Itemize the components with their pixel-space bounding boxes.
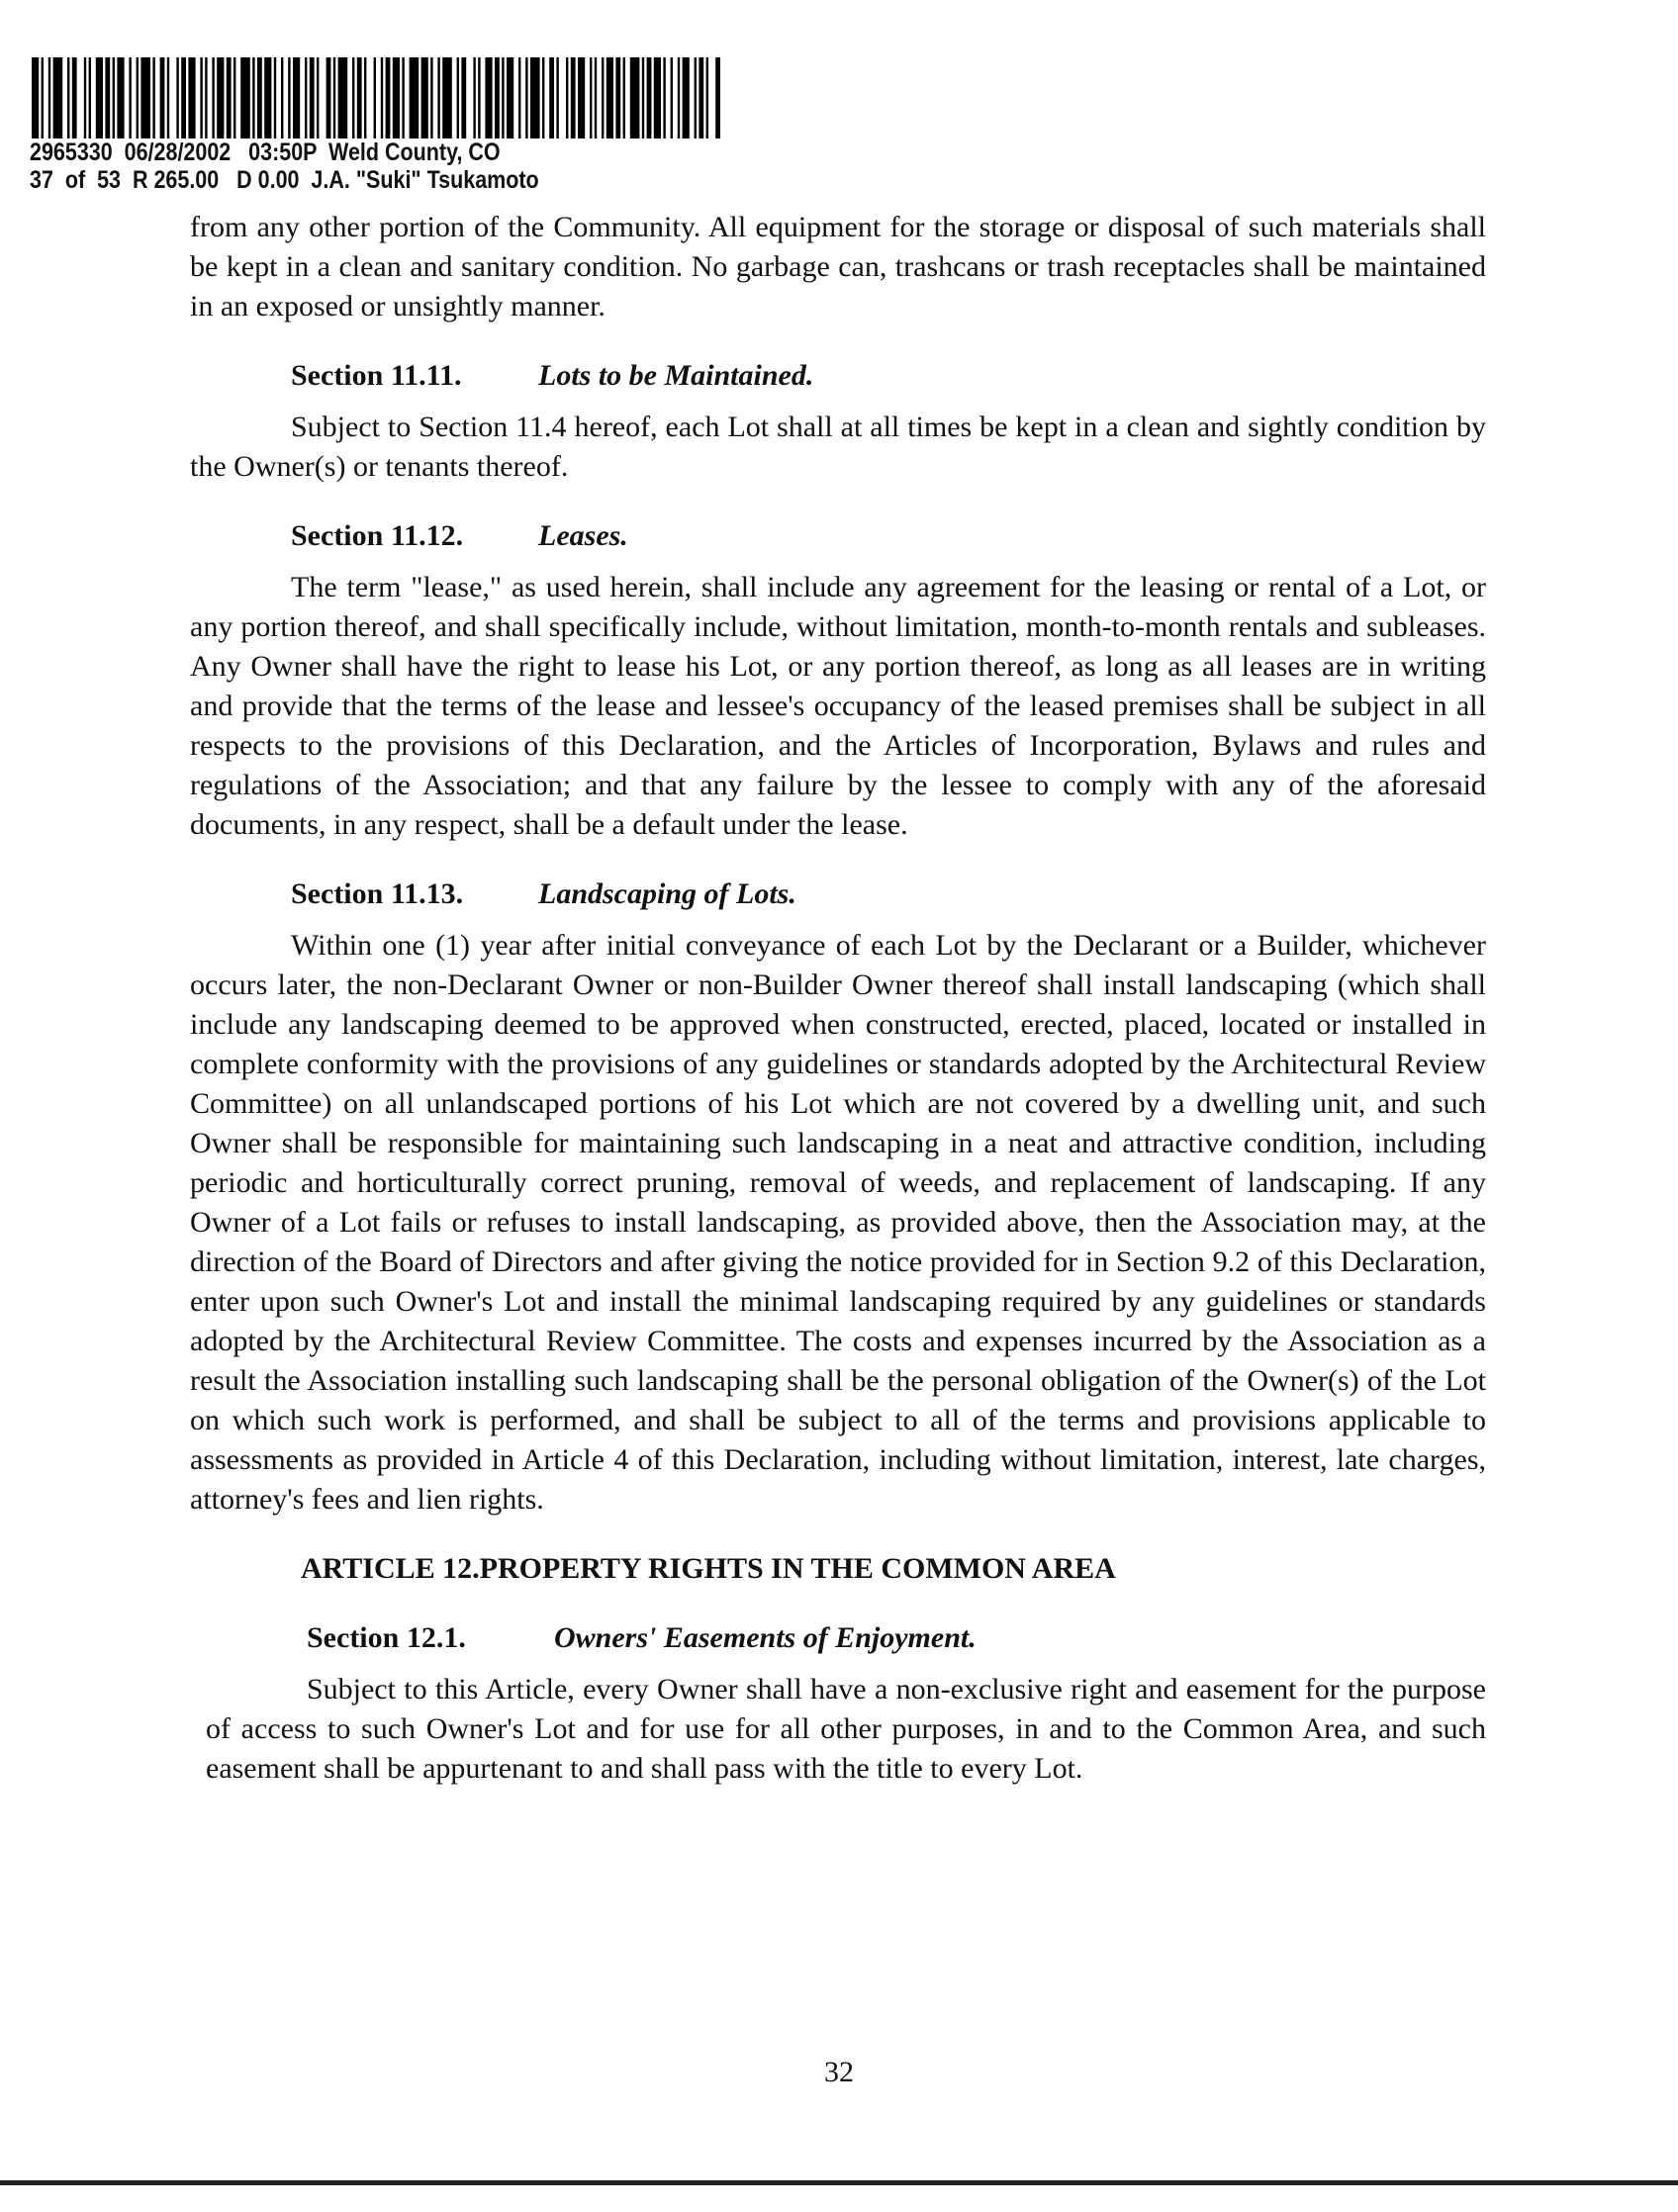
section-11-11-text: Subject to Section 11.4 hereof, each Lot shall at all times be kept in a clean and sightly condition by the Owner(s) or tenants thereof. [190,411,1486,483]
section-11-12-heading [291,516,1486,556]
barcode-bar [181,57,186,138]
barcode-bar [386,57,391,138]
section-title: Leases. [538,519,628,552]
barcode-bar [374,57,376,138]
barcode-bar [381,57,383,138]
barcode-bar [478,57,480,138]
barcode-bar [257,57,262,138]
barcode-bar [590,57,592,138]
barcode-bar [140,57,150,138]
section-title: Lots to be Maintained. [538,359,814,392]
barcode-bar [457,57,459,138]
barcode-bar [326,57,331,138]
barcode-bar [217,57,224,138]
barcode-bar [117,57,124,138]
barcode-bar [530,57,540,138]
barcode-bar [167,57,169,138]
barcode-bar [317,57,319,138]
barcode-bar [663,57,665,138]
barcode-bar [274,57,276,138]
barcode-bar [84,57,86,138]
barcode-bar [227,57,232,138]
barcode-bar [96,57,103,138]
barcode-bar [212,57,214,138]
barcode-bar [542,57,544,138]
barcode-bar [473,57,475,138]
barcode-bar [240,57,250,138]
article-12-heading: ARTICLE 12.PROPERTY RIGHTS IN THE COMMON AREA [301,1552,1116,1585]
document-body [190,208,1486,1789]
barcode-bar [233,57,235,138]
barcode-bar [160,57,165,138]
recording-line-1: 2965330 06/28/2002 03:50P Weld County, CO [30,138,501,166]
section-number: Section 12.1. [307,1621,466,1654]
section-11-11-heading [291,356,1486,396]
page-number: 32 [824,2056,854,2088]
barcode-bar [647,57,652,138]
barcode-bar [437,57,439,138]
recording-line-2: 37 of 53 R 265.00 D 0.00 J.A. "Suki" Tsukamoto [30,166,539,194]
barcode-bar [683,57,690,138]
barcode-bar [495,57,500,138]
section-number: Section 11.11. [291,359,462,392]
barcode-bar [364,57,366,138]
section-title: Landscaping of Lots. [538,877,796,910]
barcode-bar [176,57,178,138]
section-title: Owners' Easements of Enjoyment. [554,1621,977,1654]
barcode-bar [595,57,597,138]
barcode-bar [48,57,50,138]
bottom-rule [0,2180,1678,2185]
barcode-bar [393,57,400,138]
barcode-bar [706,57,708,138]
barcode-bar [357,57,362,138]
barcode-bar [310,57,315,138]
barcode-bar [578,57,585,138]
barcode-bar [281,57,283,138]
barcode-bar [518,57,520,138]
barcode-bar [678,57,680,138]
barcode-bar [129,57,131,138]
barcode-bar [430,57,432,138]
barcode-bar [623,57,625,138]
barcode-bar [566,57,568,138]
barcode-bar [671,57,673,138]
barcode-bar [606,57,613,138]
continuation-paragraph: from any other portion of the Community. All equipment for the storage or disposal of such materials shall be kept in a clean and sanitary condition. No garbage can, trashcans or trash receptacles shall be maintained in an exposed or unsightly manner. [190,211,1486,323]
barcode-bar [699,57,703,138]
barcode-bar [113,57,115,138]
barcode-bar [42,57,44,138]
section-11-13-heading [291,875,1486,914]
barcode-bar [421,57,428,138]
recording-stamp [30,138,539,194]
section-11-13-text: Within one (1) year after initial conveyance of each Lot by the Declarant or a Builder, whichever occurs later, the non-Declarant Owner or non-Builder Owner thereof shall install landscaping (which shall include any landscaping deemed to be approved when constructed, erected, placed, located or installed in complete conformity with the provisions of any guidelines or standards adopted by the Architectural Review Committee) on all unlandscaped portions of his Lot which are not covered by a dwelling unit, and such Owner shall be responsible for maintaining such landscaping in a neat and attractive condition, including periodic and horticulturally correct pruning, removal of weeds, and replacement of landscaping. If any Owner of a Lot fails or refuses to install landscaping, as provided above, then the Association may, at the direction of the Board of Directors and after giving the notice provided for in Section 9.2 of this Declaration, enter upon such Owner's Lot and install the minimal landscaping required by any guidelines or standards adopted by the Architectural Review Committee. The costs and expenses incurred by the Association as a result the Association installing such landscaping shall be the personal obligation of the Owner(s) of the Lot on which such work is performed, and shall be subject to all of the terms and provisions applicable to assessments as provided in Article 4 of this Declaration, including without limitation, interest, late charges, attorney's fees and lien rights. [190,929,1486,1516]
barcode-bar [338,57,348,138]
barcode-bar [630,57,640,138]
barcode-bar [507,57,513,138]
barcode-bar [402,57,404,138]
barcode-bar [137,57,139,138]
barcode-bar [615,57,620,138]
barcode-bar [305,57,307,138]
barcode-bar [333,57,335,138]
barcode-bar [288,57,290,138]
section-number: Section 11.13. [291,877,464,910]
barcode-bar [461,57,466,138]
barcode-bar [152,57,154,138]
barcode-bar [549,57,554,138]
barcode-bar [264,57,271,138]
barcode-bar [32,57,39,138]
barcode-bar [72,57,77,138]
barcode-bar [352,57,354,138]
section-number: Section 11.12. [291,519,464,552]
barcode [30,57,722,138]
barcode-bar [485,57,492,138]
barcode-bar [695,57,697,138]
barcode-bar [89,57,91,138]
barcode-bar [525,57,527,138]
section-12-1-heading [307,1618,1486,1658]
barcode-bar [602,57,604,138]
barcode-bar [293,57,300,138]
barcode-bar [654,57,661,138]
barcode-bar [67,57,69,138]
barcode-bar [252,57,254,138]
barcode-bar [715,57,720,138]
barcode-bar [200,57,202,138]
section-12-1-text: Subject to this Article, every Owner shall have a non-exclusive right and easement for the purpose of access to such Owner's Lot and for use for all other purposes, in and to the Common Area, and such easement shall be appurtenant to and shall pass with the title to every Lot. [206,1673,1486,1785]
barcode-bar [571,57,576,138]
section-11-12-text: The term "lease," as used herein, shall include any agreement for the leasing or rental of a Lot, or any portion thereof, and shall specifically include, without limitation, month-to-month rentals and subleases. Any Owner shall have the right to lease his Lot, or any portion thereof, as long as all leases are in writing and provide that the terms of the lease and lessee's occupancy of the leased premises shall be subject in all respects to the provisions of this Declaration, and the Articles of Incorporation, Bylaws and rules and regulations of the Association; and that any failure by the lessee to comply with any of the aforesaid documents, in any respect, shall be a default under the lease. [190,571,1486,841]
barcode-bar [556,57,558,138]
barcode-bar [410,57,420,138]
barcode-bar [642,57,644,138]
barcode-bar [205,57,207,138]
barcode-bar [502,57,504,138]
barcode-bar [188,57,195,138]
barcode-bar [442,57,452,138]
barcode-bar [53,57,63,138]
barcode-bar [105,57,110,138]
